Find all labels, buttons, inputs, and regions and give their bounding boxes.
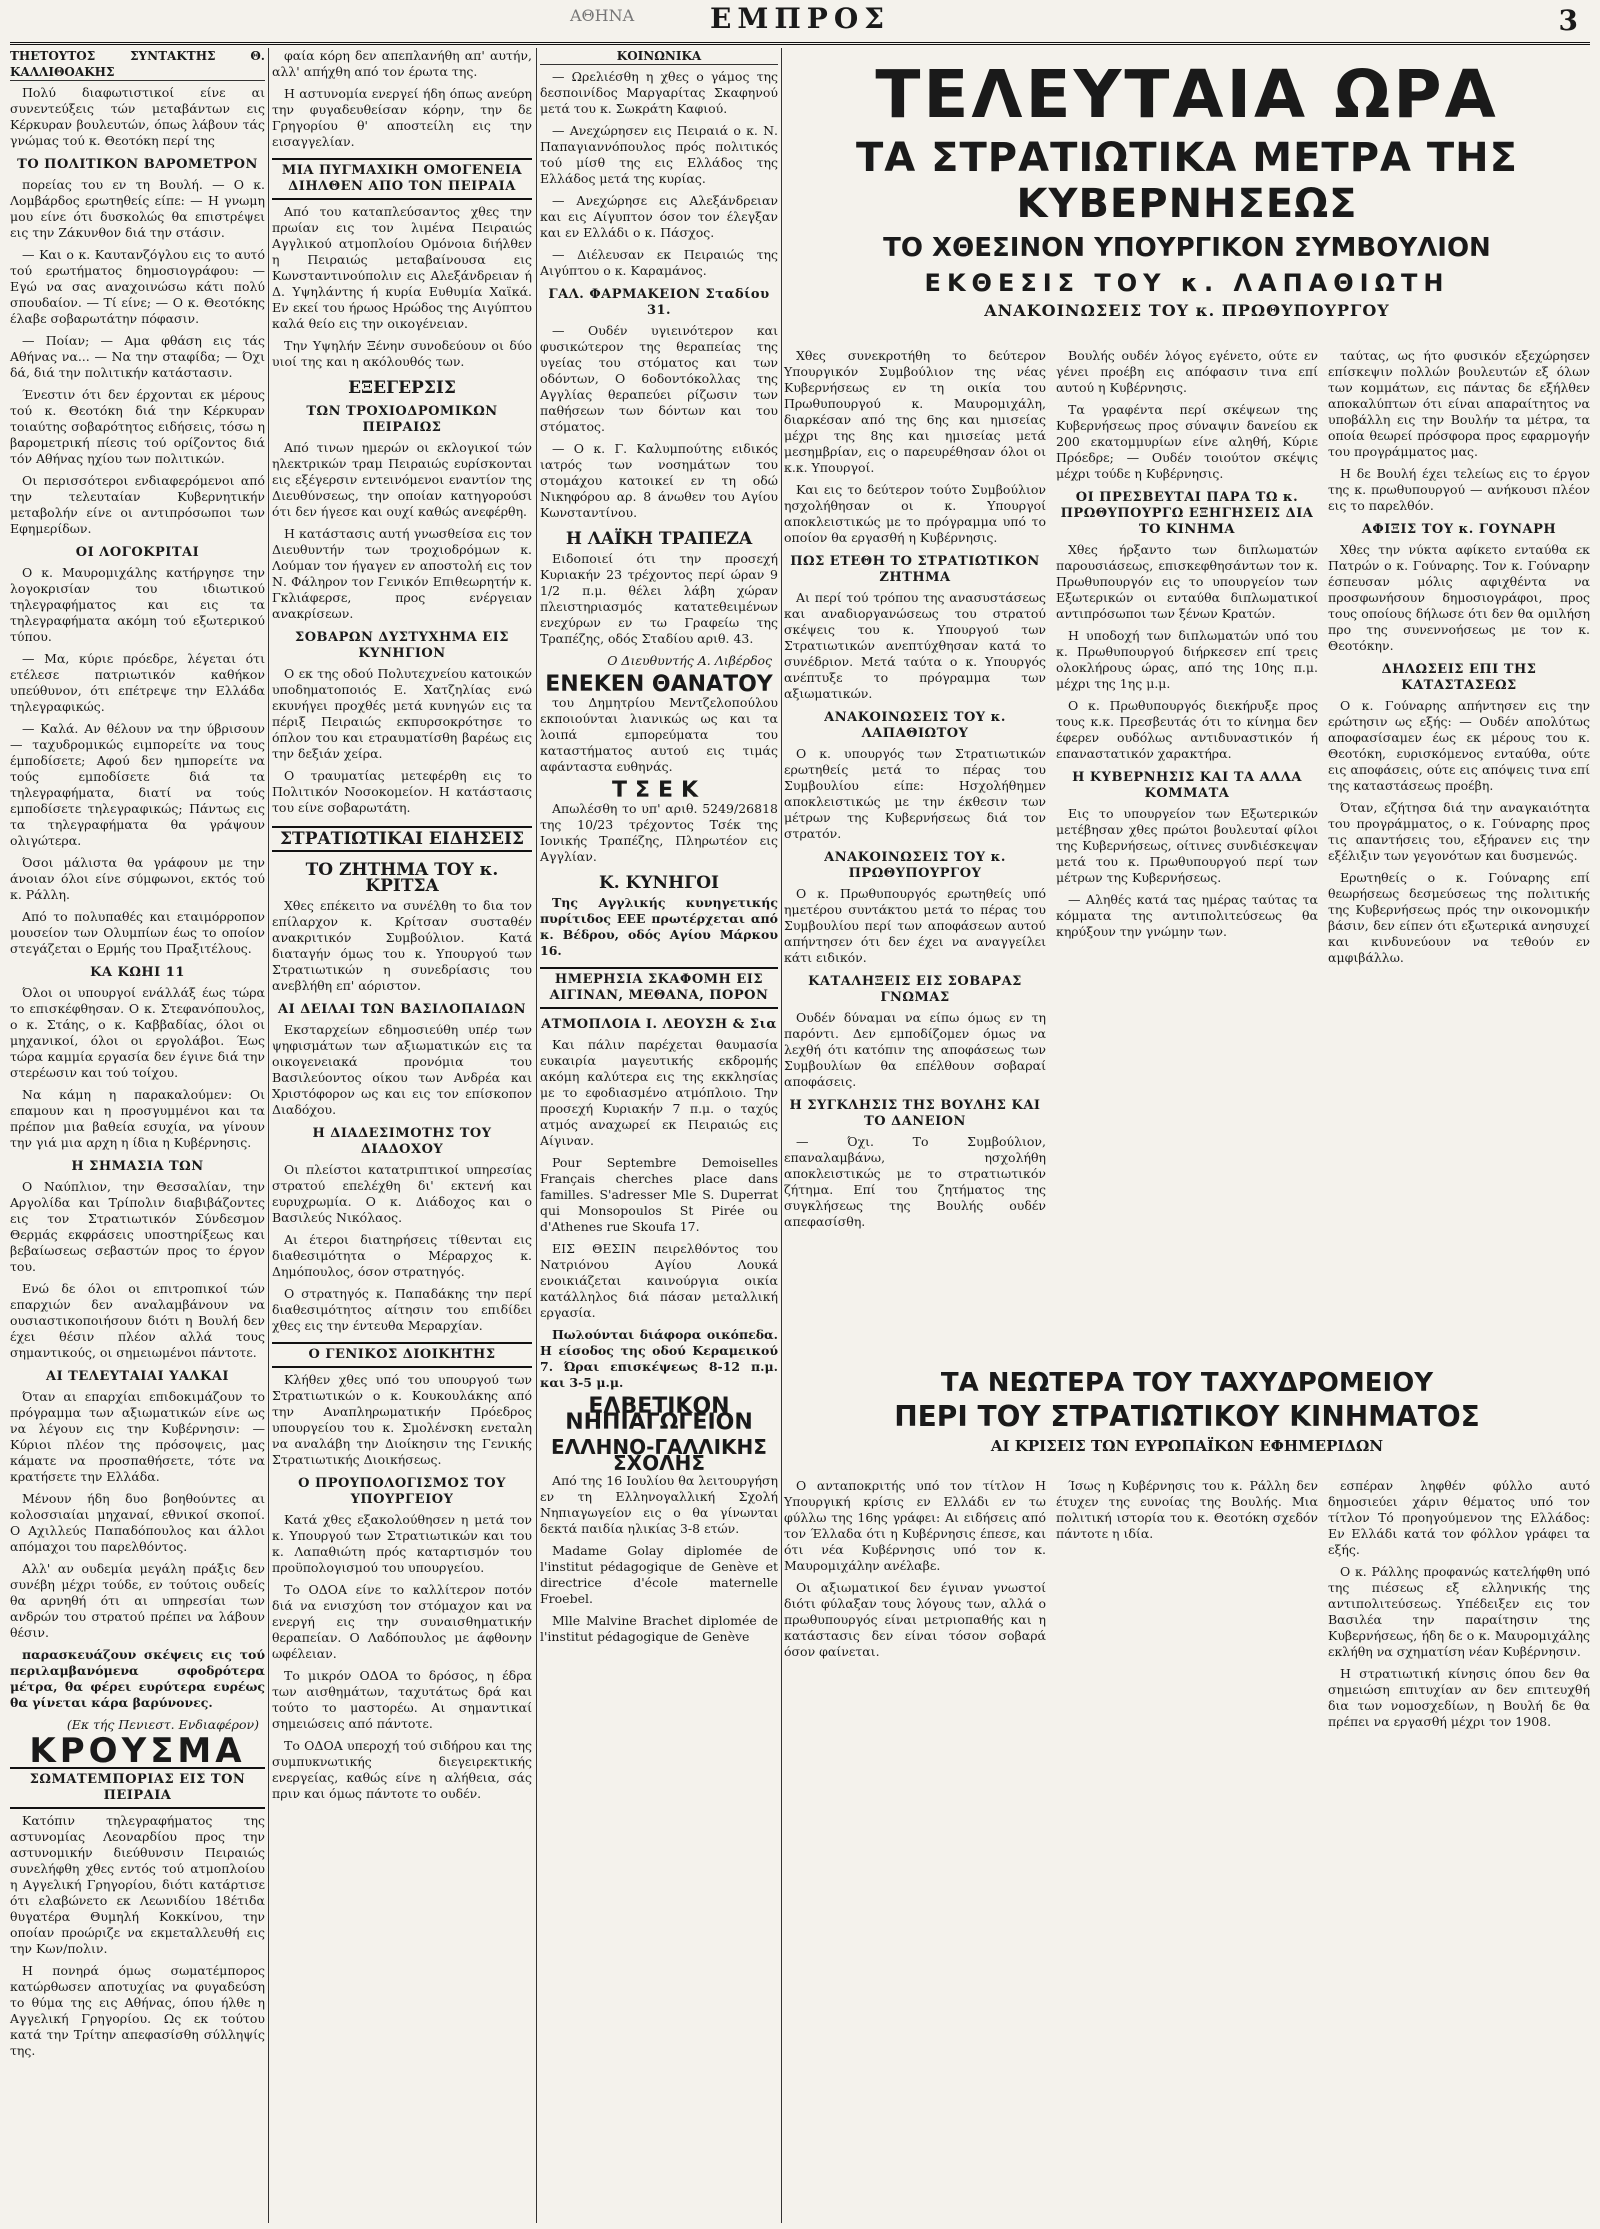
lead-headline: ΤΕΛΕΥΤΑΙΑ ΩΡΑ bbox=[875, 56, 1499, 133]
postal-column-2 bbox=[1056, 1478, 1318, 1548]
ad-headline: Κ. ΚΥΝΗΓΟΙ bbox=[599, 873, 719, 893]
section-heading: ΑΙ ΔΕΙΛΑΙ ΤΩΝ ΒΑΣΙΛΟΠΑΙΔΩΝ bbox=[278, 1002, 526, 1017]
postal-column-1 bbox=[784, 1478, 1046, 1666]
paragraph: Από της 16 Ιουλίου θα λειτουργήση εν τη Ελληνογαλλική Σχολή Νηπιαγωγείον εις ο θα γίνωνται δεκτά παιδία ηλικίας 3-8 ετών. bbox=[540, 1473, 778, 1536]
section-heading: ΓΑΛ. ΦΑΡΜΑΚΕΙΟΝ Σταδίου 31. bbox=[548, 287, 770, 318]
column-rule bbox=[536, 48, 537, 2223]
section-heading: ΟΙ ΛΟΓΟΚΡΙΤΑΙ bbox=[75, 545, 200, 560]
paragraph: — Ουδέν υγιεινότερον και φυσικώτερον της θεραπείας της υγείας του στόματος και των οδόντων, Ο 6οδοντόκολλας της Αγγλίας θεραπεύει ρίζωσιν των παθήσεων των δόντων και του στόματος. bbox=[540, 323, 778, 434]
lead-deck: ΑΝΑΚΟΙΝΩΣΕΙΣ ΤΟΥ κ. ΠΡΩΘΥΠΟΥΡΓΟΥ bbox=[984, 301, 1390, 320]
section-heading: Ο ΓΕΝΙΚΟΣ ΔΙΟΙΚΗΤΗΣ bbox=[272, 1342, 532, 1368]
paragraph: — Ποίαν; — Αμα φθάση εις τάς Αθήνας να... — Να την σταφίδα; — Όχι δά, διά την πολιτικήν κατάστασιν. bbox=[10, 333, 265, 380]
paragraph: Ουδέν δύναμαι να είπω όμως εν τη παρόντι. Δεν εμποδίζομεν όμως να λεχθή ότι κατόπιν της αποφάσεως των Συμβουλίων θα επέλθουν σοβαραί αποφάσεις. bbox=[784, 1010, 1046, 1089]
section-heading: Η ΣΥΓΚΛΗΣΙΣ ΤΗΣ ΒΟΥΛΗΣ ΚΑΙ ΤΟ ΔΑΝΕΙΟΝ bbox=[789, 1098, 1041, 1129]
ad-headline: ΗΜΕΡΗΣΙΑ ΣΚΑΦΟΜΗ ΕΙΣ ΑΙΓΙΝΑΝ, ΜΕΘΑΝΑ, ΠΟΡΟΝ bbox=[540, 967, 778, 1009]
paragraph: εσπέραν ληφθέν φύλλο αυτό δημοσιεύει χάριν θέματος υπό τον τίτλον Τό προηγούμενον της Ελλάδος: Εν Ελλάδι κατά τον φόλλον γράφει τα εξής. bbox=[1328, 1478, 1590, 1557]
section-heading: ΠΩΣ ΕΤΕΘΗ ΤΟ ΣΤΡΑΤΙΩΤΙΚΟΝ ΖΗΤΗΜΑ bbox=[790, 554, 1040, 585]
masthead-smudge: ΑΘΗΝΑ bbox=[570, 6, 635, 25]
ad-headline: ΕΛΒΕΤΙΚΟΝ ΝΗΠΙΑΓΩΓΕΙΟΝ bbox=[565, 1394, 753, 1435]
column-2 bbox=[272, 48, 532, 1808]
paragraph: Κατόπιν τηλεγραφήματος της αστυνομίας Λεοναρδίου προς την αστυνομικήν διεύθυνσιν Πειραιώς συνελήφθη χθες εντός τού ατμοπλοίου η Αγγελική Γρηγορίου, διότι κατάρτισε ότι ελαβώνετο εκ Λεωνιδίου 18έτιδα θυγατέρα Θυμηλή Κοκκίνου, την οποίαν προώριζε να εκμεταλλευθή εις την Κων/πολιν. bbox=[10, 1813, 265, 1956]
paragraph: Χθες ήρξαντο των διπλωματών παρουσιάσεως, επισκεφθησάντων τον κ. Πρωθυπουργόν εις το υπουργείον των Εξωτερικών οι ενταύθα διπλωματικοί αντιπρόσωποι των ξένων Κρατών. bbox=[1056, 542, 1318, 621]
paragraph: Ο εκ της οδού Πολυτεχνείου κατοικών υποδηματοποιός Ε. Χατζηλίας ενώ εκυνήγει προχθές μετά κυνηγών εις τα πέριξ Πειραιώς εκπυρσοκρότησε το όπλον του και ετραυματίσθη βαρέως εις την δεξιάν χείρα. bbox=[272, 666, 532, 761]
paragraph: Όλοι οι υπουργοί ενάλλάξ έως τώρα το επισκέφθησαν. Ο κ. Στεφανόπουλος, ο κ. Στάης, ο κ. Καββαδίας, όλοι οι μηχανικοί, όλοι οι εργολάβοι. Έως τώρα καμμία εργασία δεν έγινε διά την στερέωσιν και τού τοίχου. bbox=[10, 985, 265, 1080]
section-heading: ΜΙΑ ΠΥΓΜΑΧΙΚΗ ΟΜΟΓΕΝΕΙΑ ΔΙΗΛΘΕΝ ΑΠΟ ΤΟΝ ΠΕΙΡΑΙΑ bbox=[272, 158, 532, 200]
section-heading: ΑΦΙΞΙΣ ΤΟΥ κ. ΓΟΥΝΑΡΗ bbox=[1361, 522, 1557, 537]
paragraph: Ο κ. Πρωθυπουργός διεκήρυξε προς τους κ.κ. Πρεσβευτάς ότι το κίνημα δεν έφερεν ουδόλως αντιδυναστικόν ή επαναστατικόν χαρακτήρα. bbox=[1056, 698, 1318, 761]
paragraph: Όταν, εζήτησα διά την αναγκαιότητα του προγράμματος, ο κ. Γούναρης προς τις απαντήσεις του, εξήρανεν εις την εξέλιξιν των γεγονότων και δυσμενώς. bbox=[1328, 800, 1590, 863]
paragraph: Από τινων ημερών οι εκλογικοί τών ηλεκτρικών τραμ Πειραιώς ευρίσκονται εις εξέγερσιν εντεινόμενοι εναντίον της Διευθύνσεως, την οποίαν κατηγορούσι ότι δεν ήγεσε και ουχί καθώς ανεφέρθη. bbox=[272, 440, 532, 519]
paragraph: Όσοι μάλιστα θα γράφουν με την άνοιαν όλοι είνε σύμφωνοι, εκτός τού κ. Ράλλη. bbox=[10, 855, 265, 902]
paragraph: Όταν αι επαρχίαι επιδοκιμάζουν το πρόγραμμα των αξιωματικών είνε ως να λέγουν εις την Κυβέρνησιν: — Κύριοι πλέον της πρόσοψεις, μας κάματε να προσπαθήσετε, τότε να κρατήσετε την Ελλάδα. bbox=[10, 1389, 265, 1484]
section-heading: ΑΝΑΚΟΙΝΩΣΕΙΣ ΤΟΥ κ. ΛΑΠΑΘΙΩΤΟΥ bbox=[824, 710, 1006, 741]
section-heading: Η ΚΥΒΕΡΝΗΣΙΣ ΚΑΙ ΤΑ ΑΛΛΑ ΚΟΜΜΑΤΑ bbox=[1072, 770, 1302, 801]
postal-headline: ΤΑ ΝΕΩΤΕΡΑ ΤΟΥ ΤΑΧΥΔΡΟΜΕΙΟΥ bbox=[940, 1368, 1434, 1398]
paragraph: Απωλέσθη το υπ' αριθ. 5249/26818 της 10/23 τρέχοντος Τσέκ της Ιονικής Τραπέζης, Πληρωτέον εις Αγγλίαν. bbox=[540, 801, 778, 864]
lead-deck: ΕΚΘΕΣΙΣ ΤΟΥ κ. ΛΑΠΑΘΙΩΤΗ bbox=[924, 269, 1450, 297]
lead-story bbox=[784, 48, 1590, 1729]
paragraph: Και εις το δεύτερον τούτο Συμβούλιον ησχολήθησαν οι κ. Υπουργοί αποκλειστικώς με το πρόγραμμα υπό το οποίον θα εργασθή η Κυβέρνησις. bbox=[784, 482, 1046, 545]
paragraph: Ο κ. Ράλλης προφανώς κατελήφθη υπό της πιέσεως εξ ελληνικής της αντιπολιτεύσεως. Υπέδειξεν εις τον Βασιλέα την παραίτησιν της Κυβερνήσεως, ήδη δε ο κ. Μαυρομιχάλης εκλήθη να σχηματίση νέαν Κυβέρνησιν. bbox=[1328, 1564, 1590, 1659]
postal-news bbox=[784, 1368, 1590, 1729]
paragraph: Pour Septembre Demoiselles Français cherches place dans familles. S'adresser Mle S. Duperrat qui Monsopoulos St Pirée ou d'Athenes rue Skoufa 17. bbox=[540, 1155, 778, 1234]
ad-headline: ΕΝΕΚΕΝ ΘΑΝΑΤΟΥ bbox=[545, 672, 773, 697]
paragraph: Το ΟΔΟΑ υπεροχή τού σιδήρου και της συμπυκνωτικής διεγειρεκτικής ενεργείας, καθώς είνε η αλήθεια, σάς πριν και όμως πάντοτε το ουδέν. bbox=[272, 1738, 532, 1801]
paragraph: — Καλά. Αν θέλουν να την ύβρισουν — ταχυδρομικώς ειμπορείτε να τους έμποδίσετε; Αφού δεν ημπορείτε να τούς εμποδίσετε διά τα τηλεγραφήματα, διατί να τούς εμποδίσετε τηλεγραφικώς; Πάντως εις τα τηλεγραφήματα θα γράψουν ολιγώτερα. bbox=[10, 721, 265, 848]
ad-headline: ΤΣΕΚ bbox=[611, 778, 707, 803]
section-subheading: ΤΟ ΖΗΤΗΜΑ ΤΟΥ κ. ΚΡΙΤΣΑ bbox=[305, 860, 499, 896]
masthead bbox=[10, 0, 1590, 45]
section-heading: Η ΔΙΑΔΕΣΙΜΟΤΗΣ ΤΟΥ ΔΙΑΔΟΧΟΥ bbox=[312, 1126, 492, 1157]
article-headline: ΚΡΟΥΣΜΑ bbox=[29, 1731, 246, 1771]
paragraph: Οι αξιωματικοί δεν έγιναν γνωστοί διότι φύλαξαν τους λόγους των, αλλά ο πρωθυπουργός είναι μετριοπαθής και η κατάστασις δεν είναι τόσον σοβαρά όσον φαίνεται. bbox=[784, 1580, 1046, 1659]
paragraph: Χθες επέκειτο να συνέλθη το δια τον επίλαρχον κ. Κρίτσαν συσταθέν ανακριτικόν Συμβούλιον. Κατά διαταγήν όμως του κ. Υπουργού των Στρατιωτικών η συνεδρίασις του ανεβλήθη επ' αόριστον. bbox=[272, 898, 532, 993]
section-heading: ΑΝΑΚΟΙΝΩΣΕΙΣ ΤΟΥ κ. ΠΡΩΘΥΠΟΥΡΓΟΥ bbox=[824, 850, 1006, 881]
section-heading: Η ΣΗΜΑΣΙΑ ΤΩΝ bbox=[71, 1159, 204, 1174]
section-heading: ΕΞΕΓΕΡΣΙΣ bbox=[348, 378, 456, 398]
paragraph: Ερωτηθείς ο κ. Γούναρης επί θεωρήσεως δεσμεύσεως της πολιτικής της Κυβερνήσεως πρός την οικονομικήν βάσιν, δεν είπεν ότι εξωτερικά ανησυχεί και κινδυνεύουν να τεθούν εν αμφιβάλλω. bbox=[1328, 870, 1590, 965]
paragraph: Πωλούνται διάφορα οικόπεδα. Η είσοδος της οδού Κεραμεικού 7. Ώραι επισκέψεως 8-12 π.μ. και 3-5 μ.μ. bbox=[540, 1327, 778, 1390]
paragraph: Η κατάστασις αυτή γνωσθείσα εις τον Διευθυντήν των τροχιοδρόμων κ. Λούμαν τον ήγαγεν εν αποστολή εις τον Ν. Φάληρον τον Γενικόν Επιθεωρητήν κ. Γκλιάφερσε, προς ενέργειαν ανακρίσεων. bbox=[272, 526, 532, 621]
paragraph: Της Αγγλικής κυνηγετικής πυρίτιδος ΕΕΕ πρωτέρχεται από κ. Βέδρου, οδός Αγίου Μάρκου 16. bbox=[540, 895, 778, 958]
page-number: 3 bbox=[1558, 4, 1578, 37]
postal-column-3 bbox=[1328, 1478, 1590, 1736]
paragraph: Χθες συνεκροτήθη το δεύτερον Υπουργικόν Συμβούλιον της νέας Κυβερνήσεως εν τη οικία του Πρωθυπουργού κ. Μαυρομιχάλη, διαρκέσαν από της 6ης και ημισείας μέχρι της 8ης και ημισείας μετά μεσημβρίαν, εις ο παρευρέθησαν όλοι οι κ.κ. Υπουργοί. bbox=[784, 348, 1046, 475]
lead-subheadline: ΤΑ ΣΤΡΑΤΙΩΤΙΚΑ ΜΕΤΡΑ ΤΗΣ ΚΥΒΕΡΝΗΣΕΩΣ bbox=[856, 135, 1518, 227]
paragraph: Το μικρόν ΟΔΟΑ το δρόσος, η έδρα των αισθημάτων, ταχυτάτως δρά και τούτο το μαστορέω. Αι σημαντικαί σημειώσεις από πάντοτε. bbox=[272, 1668, 532, 1731]
column-kicker: ΚΟΙΝΩΝΙΚΑ bbox=[540, 48, 778, 65]
paragraph: Οι περισσότεροι ενδιαφερόμενοι από την τελευταίαν Κυβερνητικήν μεταβολήν είνε οι αντιπρόσωποι των Εφημερίδων. bbox=[10, 473, 265, 536]
section-heading: ΣΤΡΑΤΙΩΤΙΚΑΙ ΕΙΔΗΣΕΙΣ bbox=[272, 826, 532, 852]
paragraph: Ειδοποιεί ότι την προσεχή Κυριακήν 23 τρέχοντος περί ώραν 9 1/2 π.μ. θέλει λάβη χώραν πλειστηριασμός κατατεθειμένων ενεχύρων εν τω Γραφείω της Τραπέζης, οδός Σταδίου αριθ. 43. bbox=[540, 551, 778, 646]
paragraph: Ο Ναύπλιον, την Θεσσαλίαν, την Αργολίδα και Τρίπολιν διαβιβάζοντες εις τον Στρατιωτικόν Σύνδεσμον Θερμάς εκφράσεις υποστηρίξεως και βεβαίωσεως σεβαστών προς το έργον του. bbox=[10, 1179, 265, 1274]
paragraph: Να κάμη η παρακαλούμεν: Οι επαμουν και η προσγυμμένοι και τα πρέπον μια βαθεία εσυχία, να γίνουν την γιά μια αρχη η ίδια η Κυβέρνησις. bbox=[10, 1087, 265, 1150]
section-heading: ΣΟΒΑΡΩΝ ΔΥΣΤΥΧΗΜΑ ΕΙΣ ΚΥΝΗΓΙΟΝ bbox=[295, 630, 509, 661]
paragraph: Τα γραφέντα περί σκέψεων της Κυβερνήσεως προς σύναψιν δανείου εκ 200 εκατομμυρίων είνε αληθή, Κύριε Πρόεδρε; — Ουδέν τοιούτον σκέψις μέχρι τούδε η Κυβέρνησις. bbox=[1056, 402, 1318, 481]
paragraph: Ίσως η Κυβέρνησις του κ. Ράλλη δεν έτυχεν της ευνοίας της Βουλής. Μια πολιτική ιστορία του κ. Θεοτόκη σχεδόν πάντοτε η ιδία. bbox=[1056, 1478, 1318, 1541]
signature: Ο Διευθυντής Α. Λιβέρδος bbox=[607, 653, 772, 668]
paragraph: Από του καταπλεύσαντος χθες την πρωίαν εις τον λιμένα Πειραιώς Αγγλικού ατμοπλοίου Ομόνοια διήλθεν η Πειραιώς μεταβαίνουσα εις Κωνσταντινούπολιν εις Αλεξάνδρειαν ή Δ. Υψηλάντης ή κυρία Ευθυμία Χαϊκά. Εν εκεί του ήρωος Ηρώδος της Αιγύπτου καλά θείο εις την οικογένειαν. bbox=[272, 204, 532, 331]
paragraph: ΕΙΣ ΘΕΣΙΝ πειρελθόντος του Νατριόνου Αγίου Λουκά ενοικιάζεται καινούργια οικία κατάλληλος διά πάσαν μεταλλική εργασία. bbox=[540, 1241, 778, 1320]
column-kicker: ΤΗΕΤΟΥΤΟΣ ΣΥΝΤΑΚΤΗΣ Θ. ΚΑΛΛΙΘΟΑΚΗΣ bbox=[10, 49, 265, 79]
paragraph: Το ΟΔΟΑ είνε το καλλίτερον ποτόν διά να ενισχύση τον στόμαχον και να ενεργή εις την συναισθηματικήν θεραπείαν. Ο Λαδόπουλος με άφθονην ωφέλειαν. bbox=[272, 1582, 532, 1661]
paragraph: Η δε Βουλή έχει τελείως εις το έργον της κ. πρωθυπουργού — ανήκουσι πλέον εις το παρελθόν. bbox=[1328, 466, 1590, 513]
paragraph: Ενώ δε όλοι οι επιτροπικοί τών επαρχιών δεν αναλαμβάνουν να ουσιαστικοποιήσουν διότι η Βουλή δεν έχει θέσιν πλέον αλλά τους σημαντικούς, οι σημειωμένοι πάντοτε. bbox=[10, 1281, 265, 1360]
paragraph: — Διέλευσαν εκ Πειραιώς της Αιγύπτου ο κ. Καραμάνος. bbox=[540, 247, 778, 278]
section-heading: ΟΙ ΠΡΕΣΒΕΥΤΑΙ ΠΑΡΑ ΤΩ κ. ΠΡΩΘΥΠΟΥΡΓΩ ΕΞΗΓΗΣΕΙΣ ΔΙΑ ΤΟ ΚΙΝΗΜΑ bbox=[1060, 490, 1314, 537]
paragraph: πορείας του εν τη Βουλή. — Ο κ. Λομβάρδος ερωτηθείς είπε: — Η γνωμη μου είνε ότι δυσκολώς θα επιστρέψει εις την Ζάκυνθον διά την στάσιν. bbox=[10, 177, 265, 240]
paragraph: — Μα, κύριε πρόεδρε, λέγεται ότι ετέλεσε πατριωτικόν καθήκον υπεύθυνον, ότι επέτρεψε την Ελλάδα τηλεγραφικώς. bbox=[10, 651, 265, 714]
paragraph: Χθες την νύκτα αφίκετο ενταύθα εκ Πατρών ο κ. Γούναρης. Τον κ. Γούναρην έσπευσαν μόλις αφιχθέντα να προσφωνήσουν δημοσιογράφοι, προς τους οποίους δήλωσε ότι δεν θα ομιλήση προ της συνεννοήσεως με τον κ. Θεοτόκην. bbox=[1328, 542, 1590, 653]
paragraph: Η υποδοχή των διπλωματών υπό του κ. Πρωθυπουργού διήρκεσεν επί τρεις ολοκλήρους ώρας, από της 10ης π.μ. μέχρι της 1ης μ.μ. bbox=[1056, 628, 1318, 691]
ad-subheadline: ΑΤΜΟΠΛΟΙΑ Ι. ΛΕΟΥΣΗ & Σια bbox=[541, 1017, 777, 1032]
paragraph: Ο κ. Πρωθυπουργός ερωτηθείς υπό ημετέρου συντάκτου μετά το πέρας του Συμβουλίου περί των αποφάσεων αυτού απήντησεν ότι δεν έχει να αναγγείλει κάτι ειδικόν. bbox=[784, 886, 1046, 965]
paragraph: Και πάλιν παρέχεται θαυμασία ευκαιρία μαγευτικής εκδρομής ακόμη καλύτερα εις της εκκλησίας με το εφοδιασμένο ατμόπλοιο. Την προσεχή Κυριακήν 7 π.μ. ο ταχύς ατμός αναχωρεί εκ Πειραιώς εις Αίγιναν. bbox=[540, 1037, 778, 1148]
column-3 bbox=[540, 48, 778, 1651]
column-rule bbox=[268, 48, 269, 2223]
paragraph: — Όχι. Το Συμβούλιον, επαναλαμβάνω, ησχολήθη αποκλειστικώς με το στρατιωτικόν ζήτημα. Επί του ζητήματος της συγκλήσεως της Βουλής ουδέν απεφασίσθη. bbox=[784, 1134, 1046, 1229]
paragraph: Κλήθεν χθες υπό του υπουργού των Στρατιωτικών ο κ. Κουκουλάκης από την Αναπληρωματικήν Πρόεδρος υπουργείου του κ. Σμολένσκη ενεταλη να αναλάβη την Διοίκησιν της Γενικής Στρατιωτικής Διοικήσεως. bbox=[272, 1372, 532, 1467]
paragraph: παρασκευάζουν σκέψεις εις τού περιλαμβανόμενα σφοδρότερα μέτρα, θα φέρει ευρύτερα ευρέως θα γίνεται κάρα βαρύνονες. bbox=[10, 1647, 265, 1710]
paragraph: — Ωρελιέσθη η χθες ο γάμος της δεσποινίδος Μαργαρίτας Σκαφηνού μετά του κ. Σωκράτη Καφιού. bbox=[540, 69, 778, 116]
column-rule bbox=[781, 48, 782, 2223]
paragraph: Ο κ. υπουργός των Στρατιωτικών ερωτηθείς μετά το πέρας του Συμβουλίου είπε: Ησχολήθημεν αποκλειστικώς με την έκθεσιν των μέτρων της Κυβερνήσεως διά τον στρατόν. bbox=[784, 746, 1046, 841]
postal-deck: ΑΙ ΚΡΙΣΕΙΣ ΤΩΝ ΕΥΡΩΠΑΪΚΩΝ ΕΦΗΜΕΡΙΔΩΝ bbox=[990, 1437, 1384, 1455]
paragraph: Αλλ' αν ουδεμία μεγάλη πράξις δεν συνέβη μέχρι τούδε, εν τούτοις ουδείς θα αρνηθή ότι αι υπηρεσίαι των ανδρών του στρατού πρέπει να λάβουν θέσιν. bbox=[10, 1561, 265, 1640]
paragraph: Ο τραυματίας μετεφέρθη εις το Πολιτικόν Νοσοκομείον. Η κατάστασις του είνε σοβαρωτάτη. bbox=[272, 768, 532, 815]
postal-subheadline: ΠΕΡΙ ΤΟΥ ΣΤΡΑΤΙΩΤΙΚΟΥ ΚΙΝΗΜΑΤΟΣ bbox=[894, 1400, 1480, 1433]
paragraph: Από το πολυπαθές και εταιμόρροπον μουσείον των Ολυμπίων έως το οποίον στεγάζεται ο Ερμής του Πραξιτέλους. bbox=[10, 909, 265, 956]
paragraph: Μένουν ήδη δυο βοηθούντες αι κολοσσιαίαι μηχαναί, εθνικοί σκοποί. Ο Αχιλλεύς Παπαδόπουλος και άλλοι απόμαχοι του παρελθόντος. bbox=[10, 1491, 265, 1554]
signature: (Εκ τής Πενιεστ. Ενδιαφέρον) bbox=[66, 1717, 259, 1732]
paragraph: Ο ανταποκριτής υπό τον τίτλον Η Υπουργική κρίσις εν Ελλάδι εν τω φύλλω της 16ης γράφει: Αι ειδήσεις από τον Έλλαδα ότι η Κυβέρνησις έπεσε, και ότι νέα Κυβέρνησις υπό τον κ. Μαυρομιχάλην ανέλαβε. bbox=[784, 1478, 1046, 1573]
paragraph: ταύτας, ως ήτο φυσικόν εξεχώρησεν επίσκεψιν πολλών βουλευτών εξ όλων των κομμάτων, εις πάντας δε εξήλθεν αποκαλύπτων ότι είναι απαραίτητος να υποβάλλη εις την Βουλήν τα μέτρα, τα οποία θεωρεί πρόσφορα προς εφαρμογήν του προγράμματος μας. bbox=[1328, 348, 1590, 459]
paragraph: — Αληθές κατά τας ημέρας ταύτας τα κόμματα της αντιπολιτεύσεως θα κηρύξουν την γνώμην των. bbox=[1056, 892, 1318, 939]
paragraph: — Και ο κ. Καυτανζόγλου εις το αυτό τού ερωτήματος δημοσιογράφου: — Εγώ να σας αναχοινώσω κάτι πολύ σπουδαίον. — Τί είνε; — Ο κ. Θεοτόκης έλαβε σοβαρωτάτην πόφασιν. bbox=[10, 247, 265, 326]
paragraph: Ο κ. Γούναρης απήντησεν εις την ερώτησιν ως εξής: — Ουδέν απολύτως αποφασίσαμεν έως εκ μέρους του κ. Θεοτόκη, ευρισκόμενος ενταύθα, ούτε εις αποφάσεις, ούτε εις απόψεις τινα επί της καταστάσεως προέβη. bbox=[1328, 698, 1590, 793]
section-heading: Ο ΠΡΟΥΠΟΛΟΓΙΣΜΟΣ ΤΟΥ ΥΠΟΥΡΓΕΙΟΥ bbox=[298, 1476, 506, 1507]
paragraph: Η στρατιωτική κίνησις όπου δεν θα σημειώση επιτυχίαν αν δεν επιτευχθή δια των νομοσχεδίων, η Βουλή δε θα πρέπει να εργασθή μέχρι τον 1908. bbox=[1328, 1666, 1590, 1729]
paragraph: Την Υψηλήν Ξένην συνοδεύουν οι δύο υιοί της και η ακόλουθός των. bbox=[272, 338, 532, 369]
paragraph: Οι πλείστοι κατατριπτικοί υπηρεσίας στρατού επελέχθη δι' εκτενή και ευρυχρωμία. Ο κ. Διάδοχος και ο Βασιλεύς Νικόλαος. bbox=[272, 1162, 532, 1225]
paragraph: Ο στρατηγός κ. Παπαδάκης την περί διαθεσιμότητος αίτησιν του επιδίδει χθες εις την έντευθα Μεραρχίαν. bbox=[272, 1286, 532, 1333]
paragraph: Αι έτεροι διατηρήσεις τίθενται εις διαθεσιμότητα ο Μέραρχος κ. Δημόπουλος, όσον στρατηγός. bbox=[272, 1232, 532, 1279]
section-heading: Η ΛΑΪΚΗ ΤΡΑΠΕΖΑ bbox=[565, 529, 753, 549]
paragraph: — Ο κ. Γ. Καλυμπούτης ειδικός ιατρός των νοσημάτων του στομάχου κατοικεί εν τη οδώ Νικηφόρου αρ. 8 άνωθεν του Αγίου Κωνσταντίνου. bbox=[540, 441, 778, 520]
ad-subheadline: ΕΛΛΗΝΟ-ΓΑΛΛΙΚΗΣ ΣΧΟΛΗΣ bbox=[551, 1435, 767, 1475]
paragraph: φαία κόρη δεν απεπλανήθη απ' αυτήν, αλλ' απήχθη από τον έρωτα της. bbox=[272, 48, 532, 79]
section-heading: ΚΑ ΚΩΗΙ 11 bbox=[90, 965, 185, 980]
section-heading: ΔΗΛΩΣΕΙΣ ΕΠΙ ΤΗΣ ΚΑΤΑΣΤΑΣΕΩΣ bbox=[1381, 662, 1537, 693]
lead-column-3 bbox=[1328, 348, 1590, 972]
paragraph: Εκσταρχείων εδημοσιεύθη υπέρ των ψηφισμάτων των αξιωματικών εις τα οικογενειακά προνόμια του Βασιλεύοντος οίκου των Ανδρέα και Χριστόφορον ως και εις τον επίσκοπον Διαδόχου. bbox=[272, 1022, 532, 1117]
paragraph: Κατά χθες εξακολούθησεν η μετά τον κ. Υπουργού των Στρατιωτικών και του κ. Λαπαθιώτη πρός καταρτισμόν του προϋπολογισμού του υπουργείου. bbox=[272, 1512, 532, 1575]
section-heading: ΑΙ ΤΕΛΕΥΤΑΙΑΙ ΥΑΛΚΑΙ bbox=[45, 1369, 229, 1384]
paragraph: Εις το υπουργείον των Εξωτερικών μετέβησαν χθες πρώτοι βουλευταί φίλοι της Κυβερνήσεως, οίτινες συνδιέσκεψαν μετά του κ. Πρωθυπουργού περί των μέτρων της Κυβερνήσεως. bbox=[1056, 806, 1318, 885]
article-subheadline: ΣΩΜΑΤΕΜΠΟΡΙΑΣ ΕΙΣ ΤΟΝ ΠΕΙΡΑΙΑ bbox=[10, 1767, 265, 1809]
newspaper-name: ΕΜΠΡΟΣ bbox=[710, 2, 891, 35]
paragraph: Η πονηρά όμως σωματέμπορος κατώρθωσεν αποτυχίας να φυγαδεύση το θύμα της εις Αθήνας, όπου ήλθε η Αγγελική Γρηγορίου. Ως εκ τούτου κατά την Τρίτην απεφασίσθη σύλληψίς της. bbox=[10, 1963, 265, 2058]
paragraph: Η αστυνομία ενεργεί ήδη όπως ανεύρη την φυγαδευθείσαν κόρην, την δε Γρηγορίου θ' αποστείλη εις την εισαγγελίαν. bbox=[272, 86, 532, 149]
paragraph: — Ανεχώρησεν εις Πειραιά ο κ. Ν. Παπαγιαννόπουλος πρός πολιτικός τού μίσθ της εις Ελλάδος της Ελλάδος μετά της κυρίας. bbox=[540, 123, 778, 186]
section-heading: ΚΑΤΑΛΗΞΕΙΣ ΕΙΣ ΣΟΒΑΡΑΣ ΓΝΩΜΑΣ bbox=[808, 974, 1022, 1005]
paragraph: Mlle Malvine Brachet diplomée de l'institut pédagogique de Genève bbox=[540, 1613, 778, 1644]
paragraph: — Ανεχώρησε εις Αλεξάνδρειαν και εις Αίγυπτον όσον τον έλεγξαν και εν Ελλάδι ο κ. Πάσχος. bbox=[540, 193, 778, 240]
paragraph: Βουλής ουδέν λόγος εγένετο, ούτε εν γένει προέβη εις απόφασιν τινα επί αυτού η Κυβέρνησις. bbox=[1056, 348, 1318, 395]
lead-column-1 bbox=[784, 348, 1046, 1236]
paragraph: Πολύ διαφωτιστικοί είνε αι συνεντεύξεις τών μεταβάντων εις Κέρκυραν βουλευτών, όπως λάβουν τάς γνώμας τού κ. Θεοτόκη περί της bbox=[10, 85, 265, 148]
lead-column-2 bbox=[1056, 348, 1318, 946]
column-1 bbox=[10, 48, 265, 2065]
paragraph: του Δημητρίου Μεντζελοπούλου εκποιούνται λιανικώς ως και τα λοιπά εμπορεύματα του καταστήματος αυτού εις τιμάς αφάνταστα ευθηνάς. bbox=[540, 695, 778, 774]
section-subheading: ΤΩΝ ΤΡΟΧΙΟΔΡΟΜΙΚΩΝ ΠΕΙΡΑΙΩΣ bbox=[306, 404, 498, 435]
paragraph: Αι περί τού τρόπου της ανασυστάσεως και αναδιοργανώσεως του στρατού σκέψεις του κ. Υπουργού των Στρατιωτικών ανεπτύχθησαν κατά το συνέδριον. Μετά ταύτα ο κ. Υπουργός ανέπτυξε το πρόγραμμα των αξιωματικών. bbox=[784, 590, 1046, 701]
paragraph: Ο κ. Μαυρομιχάλης κατήργησε την λογοκρισίαν του ιδιωτικού τηλεγραφήματος και εις τα τηλεγραφήματα ακόμη τού εξωτερικού τύπου. bbox=[10, 565, 265, 644]
paragraph: Ένεστιν ότι δεν έρχονται εκ μέρους τού κ. Θεοτόκη διά την Κέρκυραν τοιαύτης σοβαρότητος ειδήσεις, τόσω η βαρομετρική πίεσις τού ορίζοντος διά τόν Αθήνας ηχίου των πολιτικών. bbox=[10, 387, 265, 466]
lead-deck: ΤΟ ΧΘΕΣΙΝΟΝ ΥΠΟΥΡΓΙΚΟΝ ΣΥΜΒΟΥΛΙΟΝ bbox=[883, 233, 1491, 263]
paragraph: Madame Golay diplomée de l'institut pédagogique de Genève et directrice d'école maternelle Froebel. bbox=[540, 1543, 778, 1606]
section-heading: ΤΟ ΠΟΛΙΤΙΚΟΝ ΒΑΡΟΜΕΤΡΟΝ bbox=[17, 157, 258, 172]
